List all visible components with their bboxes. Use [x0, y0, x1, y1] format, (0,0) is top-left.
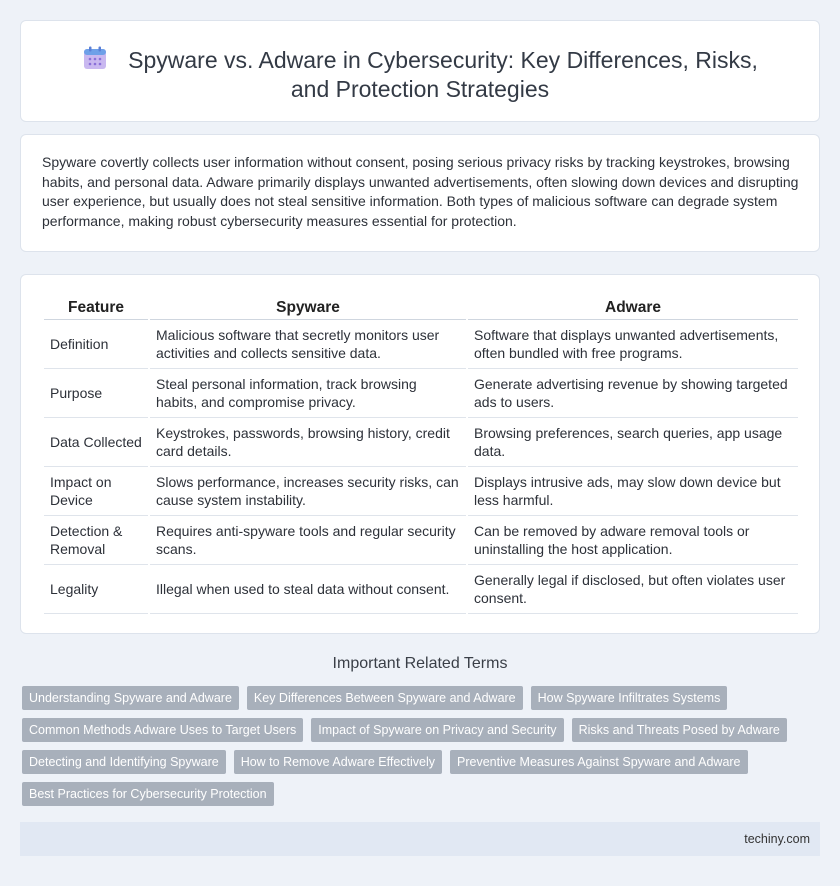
- related-term-tag[interactable]: Risks and Threats Posed by Adware: [572, 718, 787, 742]
- feature-cell: Impact on Device: [44, 467, 148, 516]
- related-term-tag[interactable]: Key Differences Between Spyware and Adware: [247, 686, 523, 710]
- adware-cell: Browsing preferences, search queries, app usage data.: [468, 418, 798, 467]
- feature-cell: Data Collected: [44, 418, 148, 467]
- intro-card: [20, 134, 820, 252]
- adware-cell: Displays intrusive ads, may slow down device but less harmful.: [468, 467, 798, 516]
- adware-cell: Software that displays unwanted advertisements, often bundled with free programs.: [468, 320, 798, 369]
- table-row: [44, 516, 798, 565]
- comparison-card: [20, 274, 820, 634]
- related-term-tag[interactable]: Understanding Spyware and Adware: [22, 686, 239, 710]
- table-header-row: [44, 295, 798, 320]
- intro-paragraph: Spyware covertly collects user information without consent, posing serious privacy risks by tracking keystrokes, browsing habits, and personal data. Adware primarily displays unwanted advertisements, often slowing down devices and disrupting user experience, but usually does not steal sensitive information. Both types of malicious software can degrade system performance, making robust cybersecurity measures essential for protection.: [42, 154, 799, 229]
- header-feature: Feature: [44, 295, 148, 320]
- table-row: [44, 369, 798, 418]
- header-spyware: Spyware: [150, 295, 466, 320]
- adware-cell: Can be removed by adware removal tools or uninstalling the host application.: [468, 516, 798, 565]
- related-terms-heading: Important Related Terms: [332, 655, 508, 672]
- feature-cell: Legality: [44, 565, 148, 614]
- table-row: [44, 565, 798, 614]
- header-adware: Adware: [468, 295, 798, 320]
- feature-cell: Purpose: [44, 369, 148, 418]
- page-title-wrap: [21, 45, 819, 104]
- footer-site-link[interactable]: techiny.com: [744, 832, 810, 846]
- adware-cell: Generate advertising revenue by showing targeted ads to users.: [468, 369, 798, 418]
- related-term-tag[interactable]: Detecting and Identifying Spyware: [22, 750, 226, 774]
- related-term-tag[interactable]: How to Remove Adware Effectively: [234, 750, 442, 774]
- spyware-cell: Slows performance, increases security risks, can cause system instability.: [150, 467, 466, 516]
- footer: [20, 822, 820, 856]
- spyware-cell: Keystrokes, passwords, browsing history, credit card details.: [150, 418, 466, 467]
- title-card: [20, 20, 820, 122]
- calendar-icon: [82, 45, 108, 71]
- page-title: Spyware vs. Adware in Cybersecurity: Key Differences, Risks, and Protection Strategies: [128, 47, 758, 102]
- table-row: [44, 467, 798, 516]
- spyware-cell: Requires anti-spyware tools and regular security scans.: [150, 516, 466, 565]
- related-term-tag[interactable]: How Spyware Infiltrates Systems: [531, 686, 728, 710]
- feature-cell: Definition: [44, 320, 148, 369]
- related-term-tag[interactable]: Impact of Spyware on Privacy and Security: [311, 718, 563, 742]
- spyware-cell: Malicious software that secretly monitors user activities and collects sensitive data.: [150, 320, 466, 369]
- feature-cell: Detection & Removal: [44, 516, 148, 565]
- spyware-cell: Illegal when used to steal data without consent.: [150, 565, 466, 614]
- table-row: [44, 320, 798, 369]
- comparison-table: [42, 295, 800, 614]
- related-terms-list: [22, 686, 792, 806]
- table-row: [44, 418, 798, 467]
- spyware-cell: Steal personal information, track browsing habits, and compromise privacy.: [150, 369, 466, 418]
- related-term-tag[interactable]: Best Practices for Cybersecurity Protection: [22, 782, 274, 806]
- related-term-tag[interactable]: Common Methods Adware Uses to Target Users: [22, 718, 303, 742]
- related-term-tag[interactable]: Preventive Measures Against Spyware and Adware: [450, 750, 748, 774]
- adware-cell: Generally legal if disclosed, but often violates user consent.: [468, 565, 798, 614]
